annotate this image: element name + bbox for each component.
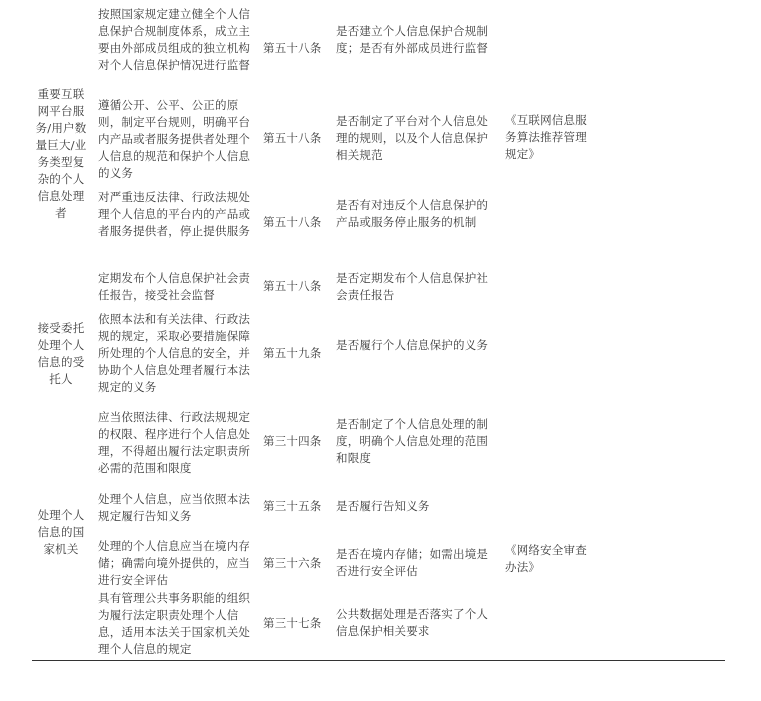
category-cell: 处理个人信息的国家机关 bbox=[37, 508, 85, 556]
requirement-cell: 对严重违反法律、行政法规处理个人信息的平台内的产品或者服务提供者，停止提供服务 bbox=[98, 190, 251, 238]
check-cell: 是否制定了平台对个人信息处理的规则，以及个人信息保护相关规范 bbox=[336, 114, 489, 162]
article-cell: 第三十四条 bbox=[263, 434, 322, 448]
article-cell: 第五十八条 bbox=[263, 215, 322, 229]
category-cell: 接受委托处理个人信息的受托人 bbox=[37, 321, 85, 386]
article-cell: 第三十五条 bbox=[263, 499, 322, 513]
regulation-cell: 《互联网信息服务算法推荐管理规定》 bbox=[505, 113, 587, 161]
article-cell: 第五十九条 bbox=[263, 346, 322, 360]
category-cell: 重要互联网平台服务/用户数量巨大/业务类型复杂的个人信息处理者 bbox=[35, 87, 87, 220]
check-cell: 是否在境内存储；如需出境是否进行安全评估 bbox=[336, 547, 489, 578]
article-cell: 第五十八条 bbox=[263, 131, 322, 145]
requirement-cell: 依照本法和有关法律、行政法规的规定，采取必要措施保障所处理的个人信息的安全，并协助个人信息处理者履行本法规定的义务 bbox=[98, 312, 251, 394]
requirement-cell: 遵循公开、公平、公正的原则，制定平台规则，明确平台内产品或者服务提供者处理个人信息的规范和保护个人信息的义务 bbox=[98, 98, 251, 180]
requirement-cell: 处理的个人信息应当在境内存储；确需向境外提供的，应当进行安全评估 bbox=[98, 539, 251, 587]
requirement-cell: 应当依照法律、行政法规规定的权限、程序进行个人信息处理，不得超出履行法定职责所必需的范围和限度 bbox=[98, 410, 251, 475]
article-cell: 第五十八条 bbox=[263, 41, 322, 55]
check-cell: 是否有对违反个人信息保护的产品或服务停止服务的机制 bbox=[336, 198, 489, 229]
article-cell: 第三十七条 bbox=[263, 616, 322, 630]
check-cell: 是否定期发布个人信息保护社会责任报告 bbox=[336, 271, 489, 302]
requirement-cell: 按照国家规定建立健全个人信息保护合规制度体系，成立主要由外部成员组成的独立机构对个人信息保护情况进行监督 bbox=[98, 7, 251, 72]
check-cell: 公共数据处理是否落实了个人信息保护相关要求 bbox=[336, 607, 489, 638]
requirement-cell: 具有管理公共事务职能的组织为履行法定职责处理个人信息，适用本法关于国家机关处理个人信息的规定 bbox=[98, 591, 251, 656]
requirement-cell: 定期发布个人信息保护社会责任报告，接受社会监督 bbox=[98, 271, 251, 302]
table-bottom-rule bbox=[32, 660, 725, 661]
check-cell: 是否履行告知义务 bbox=[336, 499, 430, 513]
regulation-cell: 《网络安全审查办法》 bbox=[505, 543, 587, 574]
check-cell: 是否建立个人信息保护合规制度；是否有外部成员进行监督 bbox=[336, 24, 489, 55]
check-cell: 是否履行个人信息保护的义务 bbox=[336, 338, 489, 352]
requirement-cell: 处理个人信息，应当依照本法规定履行告知义务 bbox=[98, 492, 251, 523]
article-cell: 第五十八条 bbox=[263, 279, 322, 293]
check-cell: 是否制定了个人信息处理的制度，明确个人信息处理的范围和限度 bbox=[336, 417, 489, 465]
article-cell: 第三十六条 bbox=[263, 556, 322, 570]
